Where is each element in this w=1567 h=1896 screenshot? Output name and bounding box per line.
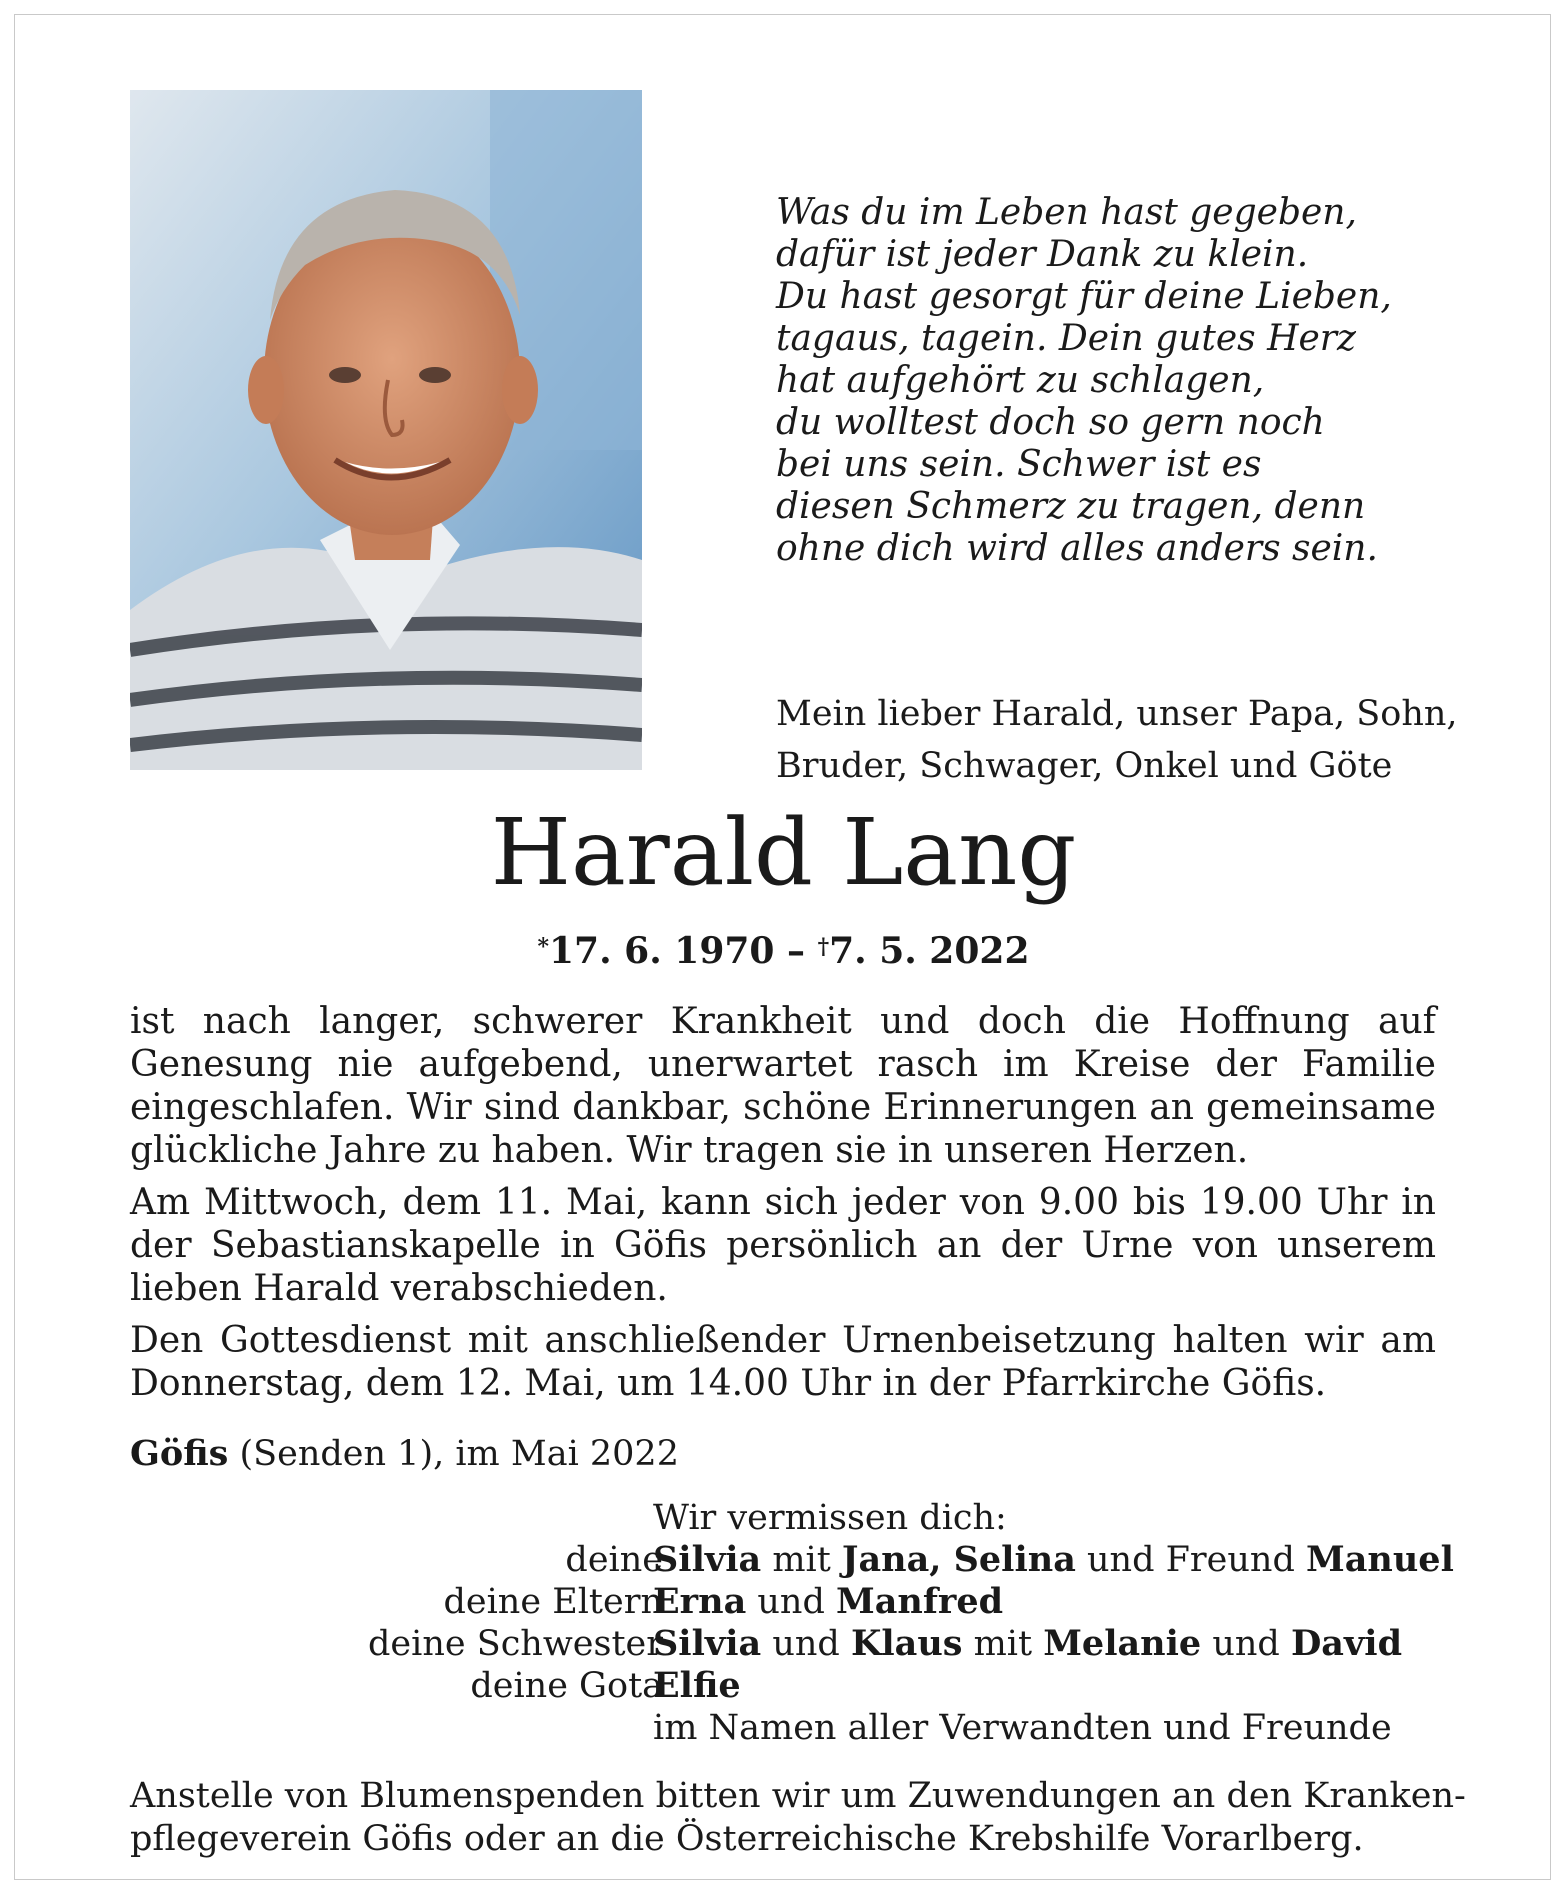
signature-row xyxy=(0,1623,1567,1665)
sig-name: Silvia xyxy=(653,1539,762,1580)
poem-line: tagaus, tagein. Dein gutes Herz xyxy=(776,318,1356,359)
signature-footer-row xyxy=(0,1707,1567,1749)
signature-label: deine Gota xyxy=(470,1666,663,1706)
poem-line: du wolltest doch so gern noch xyxy=(776,402,1325,443)
signature-label: deine Eltern xyxy=(443,1582,663,1622)
body-paragraph: Den Gottesdienst mit anschließender Urnenbeisetzung halten wir am Donnerstag, dem 12. Mai, um 14.00 Uhr in der Pfarrkirche Göfis. xyxy=(130,1320,1436,1404)
sig-name: Manfred xyxy=(836,1581,1004,1622)
place-town: Göfis xyxy=(130,1433,229,1474)
signature-row xyxy=(0,1665,1567,1707)
signature-label: deine xyxy=(565,1540,663,1580)
poem-line: diesen Schmerz zu tragen, denn xyxy=(776,486,1366,527)
body-paragraph: ist nach langer, schwerer Krankheit und doch die Hoffnung auf Genesung nie aufgebend, unerwartet rasch im Kreise der Familie eingeschlafen. Wir sind dankbar, schöne Erinnerungen an gemeinsame glückliche Jahre zu haben. Wir tragen sie in unseren Herzen. xyxy=(130,1001,1436,1171)
signature-block xyxy=(0,1497,1567,1749)
announcement-body xyxy=(130,1000,1436,1414)
birth-symbol: * xyxy=(537,934,549,960)
signature-heading: Wir vermissen dich: xyxy=(653,1498,1007,1538)
sig-connector: mit xyxy=(962,1624,1044,1664)
sig-name: Erna xyxy=(653,1581,747,1622)
signature-row xyxy=(0,1581,1567,1623)
signature-heading-row xyxy=(0,1497,1567,1539)
signature-names xyxy=(653,1539,1454,1581)
sig-name: Silvia xyxy=(653,1623,762,1664)
death-symbol: † xyxy=(817,934,830,960)
poem-line: bei uns sein. Schwer ist es xyxy=(776,444,1262,485)
sig-connector: und xyxy=(1201,1624,1291,1664)
signature-row xyxy=(0,1539,1567,1581)
signature-footer: im Namen aller Verwandten und Freunde xyxy=(653,1708,1392,1748)
date-separator: – xyxy=(787,930,806,972)
signature-names xyxy=(653,1581,1003,1623)
body-paragraph: Am Mittwoch, dem 11. Mai, kann sich jeder von 9.00 bis 19.00 Uhr in der Sebastianskapelle in Göfis persönlich an der Urne von unserem lieben Harald verabschieden. xyxy=(130,1182,1436,1309)
closing-line: pflegeverein Göfis oder an die Österreichische Krebshilfe Vorarlberg. xyxy=(130,1819,1364,1859)
birth-date: 17. 6. 1970 xyxy=(548,930,775,972)
poem-line: hat aufgehört zu schlagen, xyxy=(776,360,1265,401)
life-dates xyxy=(0,926,1567,976)
closing-note xyxy=(130,1775,1466,1861)
sig-name: Jana, Selina xyxy=(841,1539,1076,1580)
sig-name: Manuel xyxy=(1305,1539,1454,1580)
poem xyxy=(776,192,1476,570)
sig-connector: mit xyxy=(761,1540,842,1580)
signature-names xyxy=(653,1665,741,1707)
poem-line: Du hast gesorgt für deine Lieben, xyxy=(776,276,1392,317)
sig-name: David xyxy=(1290,1623,1403,1664)
poem-line: dafür ist jeder Dank zu klein. xyxy=(776,234,1309,275)
sig-name: Melanie xyxy=(1043,1623,1202,1664)
portrait-photo xyxy=(130,90,642,770)
place-rest: (Senden 1), im Mai 2022 xyxy=(228,1434,679,1474)
signature-label: deine Schwester xyxy=(368,1624,663,1664)
sig-name: Klaus xyxy=(850,1623,963,1664)
intro-line: Mein lieber Harald, unser Papa, Sohn, xyxy=(776,694,1458,734)
sig-connector: und Freund xyxy=(1075,1540,1306,1580)
death-date: 7. 5. 2022 xyxy=(829,930,1030,972)
poem-line: ohne dich wird alles anders sein. xyxy=(776,528,1378,569)
signature-names xyxy=(653,1623,1402,1665)
sig-connector: und xyxy=(761,1624,851,1664)
deceased-name: Harald Lang xyxy=(490,799,1077,906)
sig-name: Elfie xyxy=(653,1665,741,1706)
intro-line: Bruder, Schwager, Onkel und Göte xyxy=(776,746,1393,786)
closing-line: Anstelle von Blumenspenden bitten wir um Zuwendungen an den Kranken- xyxy=(130,1776,1466,1816)
place-date-line xyxy=(130,1432,679,1476)
poem-line: Was du im Leben hast gegeben, xyxy=(776,192,1357,233)
sig-connector: und xyxy=(746,1582,836,1622)
intro-text xyxy=(776,688,1458,792)
